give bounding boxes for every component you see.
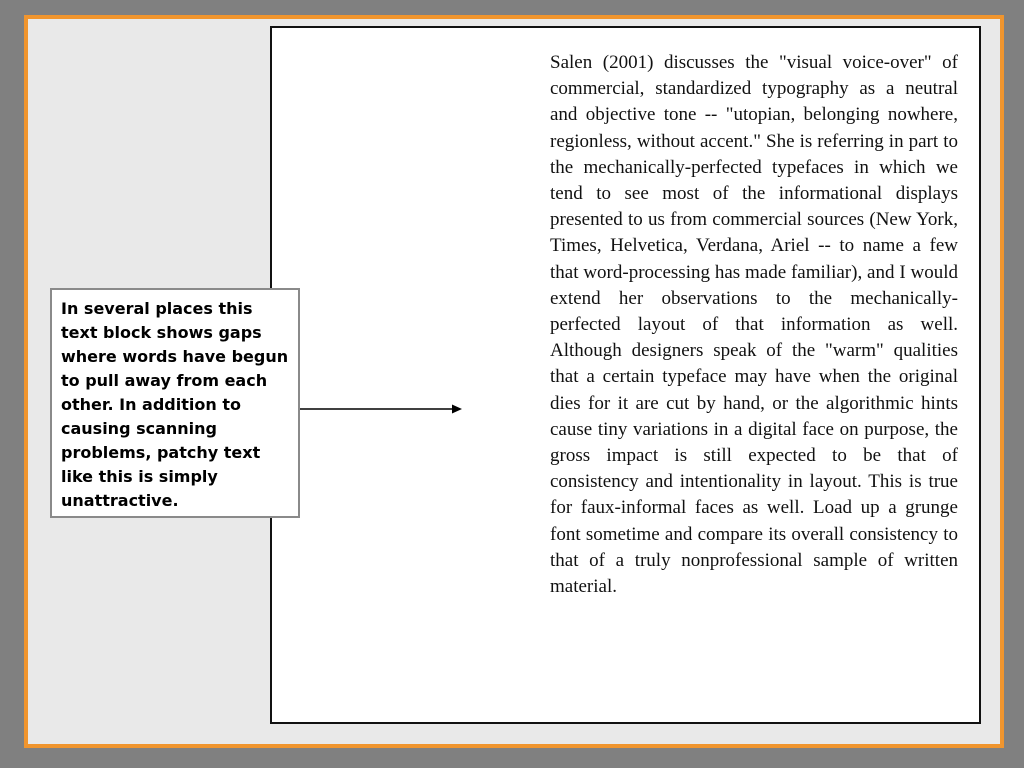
document-page bbox=[270, 26, 981, 724]
callout-box bbox=[50, 288, 300, 518]
document-paragraph: Salen (2001) discusses the "visual voice-over" of commercial, standardized typography as a neutral and objective tone -- "utopian, belonging nowhere, regionless, without accent." She is referring in part to the mechanically-perfected typefaces in which we tend to see most of the informational displays presented to us from commercial sources (New York, Times, Helvetica, Verdana, Ariel -- to name a few that word-processing has made familiar), and I would extend her observations to the mechanically-perfected layout of that information as well. Although designers speak of the "warm" qualities that a certain typeface may have when the original dies for it are cut by hand, or the algorithmic hints cause tiny variations in a digital face on purpose, the gross impact is still expected to be that of consistency and intentionality in layout. This is true for faux-informal faces as well. Load up a grunge font sometime and compare its overall consistency to that of a truly nonprofessional sample of written material. bbox=[550, 52, 958, 598]
callout-text: In several places this text block shows gaps where words have begun to pull away from each other. In addition to causing scanning problems, patchy text like this is simply unattractive. bbox=[61, 299, 289, 510]
callout-arrow bbox=[300, 401, 465, 417]
